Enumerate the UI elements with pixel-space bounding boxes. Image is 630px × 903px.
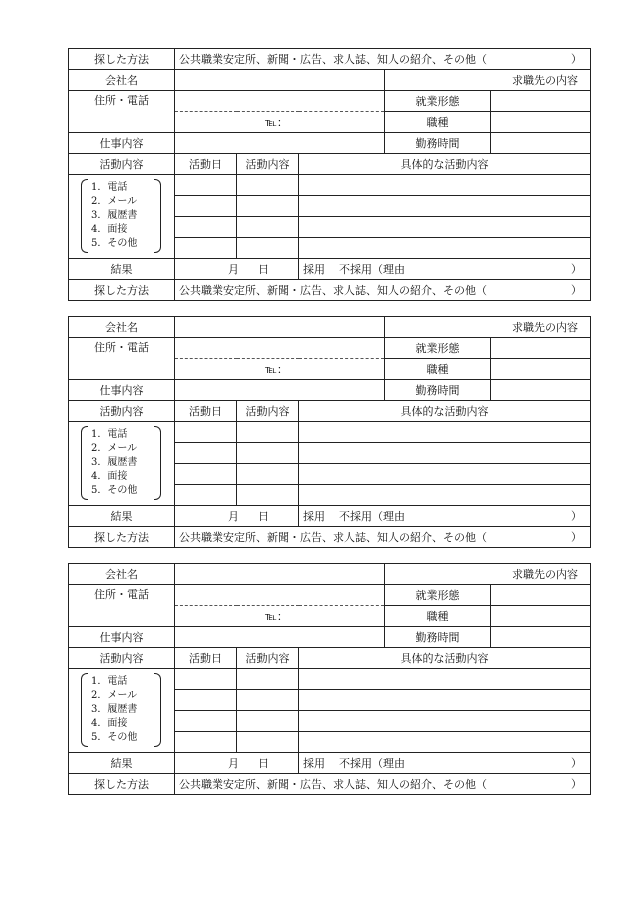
activity-col-header: 活動内容	[237, 154, 299, 175]
activity-date-cell[interactable]	[175, 711, 237, 732]
tel-field[interactable]	[175, 112, 385, 133]
options-bracket	[81, 673, 161, 747]
option-phone: 1．電話	[91, 676, 128, 687]
job-content-label: 仕事内容	[69, 627, 175, 648]
activity-date-cell[interactable]	[175, 175, 237, 196]
option-resume: 3．履歴書	[91, 457, 138, 468]
specific-activity-cell[interactable]	[299, 238, 591, 259]
method-field[interactable]: 公共職業安定所、新聞・広告、求人誌、知人の紹介、その他（ ）	[175, 49, 591, 70]
method-text: 公共職業安定所、新聞・広告、求人誌、知人の紹介、その他（	[179, 777, 487, 791]
specific-activity-cell[interactable]	[299, 217, 591, 238]
company-label: 会社名	[69, 70, 175, 91]
method-field[interactable]: 公共職業安定所、新聞・広告、求人誌、知人の紹介、その他（ ）	[175, 774, 591, 795]
option-other: 5．その他	[91, 732, 138, 743]
record-block-1	[68, 48, 591, 301]
method-field[interactable]: 公共職業安定所、新聞・広告、求人誌、知人の紹介、その他（ ）	[175, 527, 591, 548]
option-phone: 1．電話	[91, 182, 128, 193]
record-block-2	[68, 316, 591, 548]
work-hours-field[interactable]	[491, 380, 591, 401]
activity-date-cell[interactable]	[175, 238, 237, 259]
specific-activity-header: 具体的な活動内容	[299, 154, 591, 175]
tel-field[interactable]	[175, 606, 385, 627]
company-field[interactable]	[175, 70, 385, 91]
tel-label: ℡：	[265, 609, 288, 623]
activity-content-label: 活動内容	[69, 154, 175, 175]
activity-date-cell[interactable]	[175, 485, 237, 506]
result-hired: 採用	[303, 509, 325, 523]
activity-cell[interactable]	[237, 196, 299, 217]
result-hired: 採用	[303, 262, 325, 276]
option-interview: 4．面接	[91, 471, 128, 482]
address-field[interactable]	[175, 338, 385, 359]
option-interview: 4．面接	[91, 224, 128, 235]
activity-col-header: 活動内容	[237, 401, 299, 422]
work-hours-field[interactable]	[491, 627, 591, 648]
tel-field[interactable]	[175, 359, 385, 380]
specific-activity-header: 具体的な活動内容	[299, 648, 591, 669]
method-field[interactable]: 公共職業安定所、新聞・広告、求人誌、知人の紹介、その他（ ）	[175, 280, 591, 301]
job-content-field[interactable]	[175, 133, 385, 154]
activity-date-cell[interactable]	[175, 443, 237, 464]
job-content-field[interactable]	[175, 380, 385, 401]
activity-cell[interactable]	[237, 711, 299, 732]
company-field[interactable]	[175, 564, 385, 585]
activity-date-header: 活動日	[175, 154, 237, 175]
address-field[interactable]	[175, 91, 385, 112]
result-date-field[interactable]	[175, 753, 299, 774]
activity-cell[interactable]	[237, 690, 299, 711]
tel-label: ℡：	[265, 362, 288, 376]
work-hours-label: 勤務時間	[385, 133, 491, 154]
activity-options	[69, 669, 175, 753]
specific-activity-cell[interactable]	[299, 711, 591, 732]
job-content-label: 仕事内容	[69, 133, 175, 154]
specific-activity-cell[interactable]	[299, 464, 591, 485]
options-bracket	[81, 179, 161, 253]
employment-type-field[interactable]	[491, 585, 591, 606]
activity-content-label: 活動内容	[69, 401, 175, 422]
job-type-field[interactable]	[491, 606, 591, 627]
result-field[interactable]: 採用 不採用（理由 ）	[299, 753, 591, 774]
option-mail: 2．メール	[91, 443, 138, 454]
activity-date-header: 活動日	[175, 648, 237, 669]
specific-activity-cell[interactable]	[299, 485, 591, 506]
employment-type-label: 就業形態	[385, 338, 491, 359]
activity-cell[interactable]	[237, 217, 299, 238]
address-label: 住所・電話	[69, 585, 175, 627]
method-label: 探した方法	[69, 280, 175, 301]
result-date-field[interactable]	[175, 506, 299, 527]
result-month: 月	[228, 262, 239, 276]
result-not-hired: 不採用（理由	[339, 509, 405, 523]
specific-activity-cell[interactable]	[299, 732, 591, 753]
activity-cell[interactable]	[237, 238, 299, 259]
result-day: 日	[258, 756, 269, 770]
employment-type-label: 就業形態	[385, 585, 491, 606]
method-label: 探した方法	[69, 527, 175, 548]
result-date-field[interactable]	[175, 259, 299, 280]
specific-activity-cell[interactable]	[299, 422, 591, 443]
result-not-hired: 不採用（理由	[339, 756, 405, 770]
job-type-label: 職種	[385, 359, 491, 380]
activity-date-cell[interactable]	[175, 464, 237, 485]
activity-date-cell[interactable]	[175, 732, 237, 753]
job-detail-header: 求職先の内容	[385, 70, 591, 91]
method-label: 探した方法	[69, 774, 175, 795]
options-bracket	[81, 426, 161, 500]
address-label: 住所・電話	[69, 91, 175, 133]
option-phone: 1．電話	[91, 429, 128, 440]
option-resume: 3．履歴書	[91, 210, 138, 221]
result-label: 結果	[69, 506, 175, 527]
specific-activity-cell[interactable]	[299, 175, 591, 196]
option-other: 5．その他	[91, 238, 138, 249]
specific-activity-cell[interactable]	[299, 443, 591, 464]
job-content-label: 仕事内容	[69, 380, 175, 401]
job-type-field[interactable]	[491, 359, 591, 380]
job-content-field[interactable]	[175, 627, 385, 648]
method-text: 公共職業安定所、新聞・広告、求人誌、知人の紹介、その他（	[179, 283, 487, 297]
activity-date-cell[interactable]	[175, 669, 237, 690]
result-label: 結果	[69, 753, 175, 774]
activity-cell[interactable]	[237, 669, 299, 690]
method-text: 公共職業安定所、新聞・広告、求人誌、知人の紹介、その他（	[179, 530, 487, 544]
result-field[interactable]: 採用 不採用（理由 ）	[299, 259, 591, 280]
result-not-hired: 不採用（理由	[339, 262, 405, 276]
employment-type-field[interactable]	[491, 338, 591, 359]
option-interview: 4．面接	[91, 718, 128, 729]
activity-options	[69, 422, 175, 506]
result-day: 日	[258, 509, 269, 523]
activity-cell[interactable]	[237, 464, 299, 485]
work-hours-label: 勤務時間	[385, 627, 491, 648]
activity-options	[69, 175, 175, 259]
tel-label: ℡：	[265, 115, 288, 129]
activity-date-cell[interactable]	[175, 422, 237, 443]
option-mail: 2．メール	[91, 690, 138, 701]
activity-cell[interactable]	[237, 422, 299, 443]
work-hours-label: 勤務時間	[385, 380, 491, 401]
job-detail-header: 求職先の内容	[385, 317, 591, 338]
employment-type-field[interactable]	[491, 91, 591, 112]
method-label: 探した方法	[69, 49, 175, 70]
option-resume: 3．履歴書	[91, 704, 138, 715]
result-month: 月	[228, 756, 239, 770]
specific-activity-cell[interactable]	[299, 196, 591, 217]
activity-cell[interactable]	[237, 175, 299, 196]
activity-cell[interactable]	[237, 732, 299, 753]
record-block-3	[68, 563, 591, 795]
option-mail: 2．メール	[91, 196, 138, 207]
activity-date-cell[interactable]	[175, 196, 237, 217]
method-text: 公共職業安定所、新聞・広告、求人誌、知人の紹介、その他（	[179, 52, 487, 66]
work-hours-field[interactable]	[491, 133, 591, 154]
activity-cell[interactable]	[237, 443, 299, 464]
result-field[interactable]: 採用 不採用（理由 ）	[299, 506, 591, 527]
activity-date-cell[interactable]	[175, 217, 237, 238]
job-type-label: 職種	[385, 606, 491, 627]
employment-type-label: 就業形態	[385, 91, 491, 112]
specific-activity-cell[interactable]	[299, 690, 591, 711]
activity-content-label: 活動内容	[69, 648, 175, 669]
company-field[interactable]	[175, 317, 385, 338]
activity-date-cell[interactable]	[175, 690, 237, 711]
specific-activity-header: 具体的な活動内容	[299, 401, 591, 422]
result-hired: 採用	[303, 756, 325, 770]
company-label: 会社名	[69, 317, 175, 338]
activity-cell[interactable]	[237, 485, 299, 506]
job-type-label: 職種	[385, 112, 491, 133]
result-day: 日	[258, 262, 269, 276]
address-label: 住所・電話	[69, 338, 175, 380]
company-label: 会社名	[69, 564, 175, 585]
address-field[interactable]	[175, 585, 385, 606]
option-other: 5．その他	[91, 485, 138, 496]
activity-date-header: 活動日	[175, 401, 237, 422]
job-type-field[interactable]	[491, 112, 591, 133]
result-label: 結果	[69, 259, 175, 280]
result-month: 月	[228, 509, 239, 523]
job-detail-header: 求職先の内容	[385, 564, 591, 585]
activity-col-header: 活動内容	[237, 648, 299, 669]
specific-activity-cell[interactable]	[299, 669, 591, 690]
